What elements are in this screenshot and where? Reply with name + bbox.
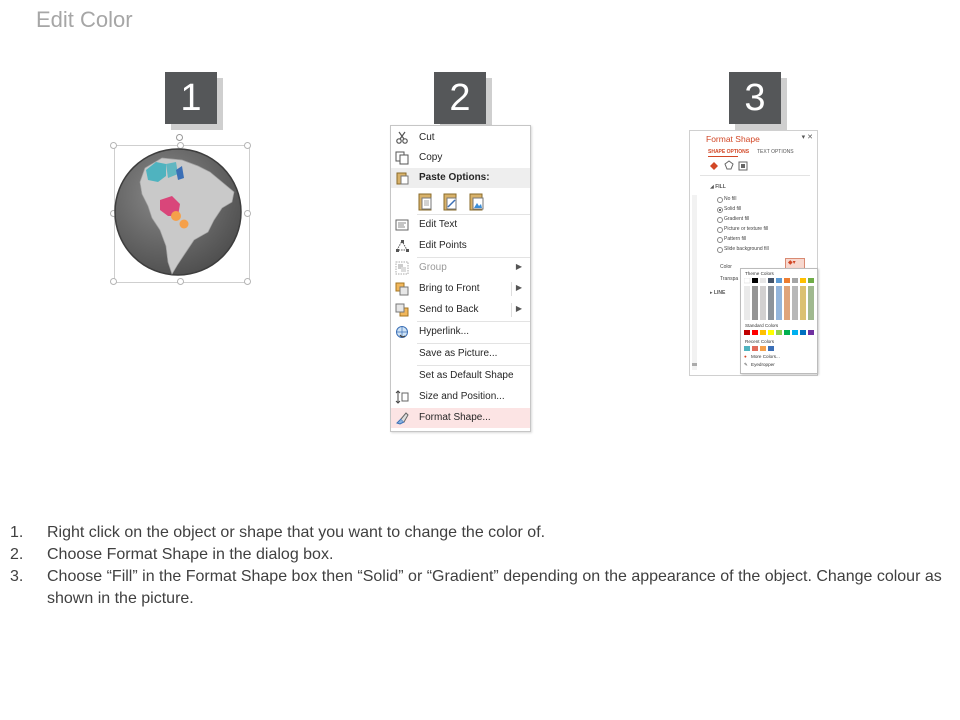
submenu-arrow-icon: ▶ [515,262,522,271]
copy-icon [395,151,409,165]
eyedropper-icon: ✎ [744,362,748,367]
eyedropper-option[interactable]: Eyedropper [751,362,775,367]
step-badge-2: 2 [434,72,486,124]
menu-item-label: Bring to Front [419,283,480,294]
edit-text-icon [395,218,409,232]
south-america-globe[interactable] [110,136,255,286]
format-shape-pane: Format Shape ▾ ✕ SHAPE OPTIONS TEXT OPTIONS ◢ FILL No fill Solid fill Gradient fill Picture or texture fill Pattern fill Slide background fill Color ◆▾ Transpa ▸ LINE [689,130,818,376]
paste-keep-formatting-icon[interactable] [418,192,434,211]
instruction-item [10,544,950,566]
size-position-icon [395,390,409,404]
standard-color-row[interactable] [744,330,816,336]
fill-line-icon-row[interactable] [708,160,754,172]
menu-item-copy[interactable] [391,148,530,168]
scissors-icon [395,131,409,145]
pane-title: Format Shape [706,134,760,144]
theme-color-grid[interactable] [744,278,816,321]
menu-item-bring-to-front[interactable] [391,279,530,299]
menu-item-label: Save as Picture... [419,348,498,359]
color-label: Color [720,264,732,270]
highlight-region-orange-2 [180,220,189,229]
menu-item-format-shape[interactable] [391,408,530,428]
menu-item-cut[interactable] [391,128,530,148]
menu-item-label: Paste Options: [419,172,490,183]
menu-item-label: Edit Text [419,219,458,230]
radio-gradient-fill[interactable] [717,217,723,223]
edit-points-icon [395,239,409,253]
menu-item-size-and-position[interactable] [391,387,530,407]
group-icon [395,261,409,275]
tab-shape-options[interactable]: SHAPE OPTIONS [708,149,750,155]
pane-scrollbar[interactable] [692,195,697,370]
close-icon[interactable]: ▾ ✕ [801,134,813,141]
standard-colors-label: Standard Colors [745,323,779,328]
tab-text-options[interactable]: TEXT OPTIONS [757,149,794,155]
recent-color-row[interactable] [744,346,784,352]
paste-icon [395,171,409,185]
submenu-arrow-icon: ▶ [515,283,522,292]
instruction-text: Right click on the object or shape that you want to change the color of. [47,524,546,541]
instruction-item [10,522,950,544]
menu-item-save-as-picture[interactable] [391,344,530,364]
instruction-text: Choose Format Shape in the dialog box. [47,546,334,563]
recent-colors-label: Recent Colors [745,339,775,344]
menu-item-label: Set as Default Shape [419,370,514,381]
fill-option-label: No fill [724,196,737,202]
menu-item-send-to-back[interactable] [391,300,530,320]
menu-item-label: Size and Position... [419,391,505,402]
instructions-list [10,522,950,610]
radio-pattern-fill[interactable] [717,237,723,243]
instruction-text: Choose “Fill” in the Format Shape box then “Solid” or “Gradient” depending on the appearance of the object. Change colour as shown in the picture. [47,568,942,607]
radio-picture-fill[interactable] [717,227,723,233]
menu-item-set-default-shape[interactable] [391,366,530,386]
paste-destination-theme-icon[interactable] [443,192,459,211]
bring-to-front-icon [395,282,409,296]
menu-item-label: Format Shape... [419,412,491,423]
send-to-back-icon [395,303,409,317]
paint-bucket-icon: ◆▾ [788,260,796,266]
radio-slide-background-fill[interactable] [717,247,723,253]
line-section-label: LINE [713,290,726,296]
menu-item-label: Group [419,262,447,273]
menu-item-label: Cut [419,132,435,143]
theme-colors-label: Theme Colors [745,271,774,276]
more-colors-option[interactable]: More Colors... [751,354,780,359]
fill-option-label: Gradient fill [724,216,750,222]
menu-item-group[interactable] [391,258,530,278]
highlight-region-orange [171,211,181,221]
fill-section-label: FILL [715,184,726,190]
scroll-arrow-icon[interactable] [692,363,697,366]
color-wheel-icon: ● [744,354,747,359]
submenu-arrow-icon: ▶ [515,304,522,313]
fill-option-label: Slide background fill [724,246,769,252]
fill-option-label: Solid fill [724,206,742,212]
step-badge-1: 1 [165,72,217,124]
radio-no-fill[interactable] [717,197,723,203]
menu-item-edit-text[interactable] [391,215,530,235]
menu-item-edit-points[interactable] [391,236,530,256]
instruction-number: 3. [10,568,24,585]
fill-option-label: Picture or texture fill [724,226,769,232]
color-picker-popup [740,268,818,374]
slide-title: Edit Color [36,7,133,32]
menu-item-label: Send to Back [419,304,479,315]
hyperlink-icon [395,325,409,339]
format-shape-icon [395,411,409,425]
menu-item-label: Edit Points [419,240,467,251]
radio-solid-fill[interactable] [717,207,723,213]
menu-header-paste-options [391,168,530,188]
instruction-number: 2. [10,546,24,563]
transparency-label: Transpa [720,276,739,282]
menu-item-label: Copy [419,152,443,163]
fill-option-label: Pattern fill [724,236,747,242]
paste-picture-icon[interactable] [469,192,485,211]
instruction-item [10,566,950,610]
menu-item-label: Hyperlink... [419,326,470,337]
step-badge-3: 3 [729,72,781,124]
context-menu [390,125,531,432]
instruction-number: 1. [10,524,24,541]
menu-item-hyperlink[interactable] [391,322,530,342]
